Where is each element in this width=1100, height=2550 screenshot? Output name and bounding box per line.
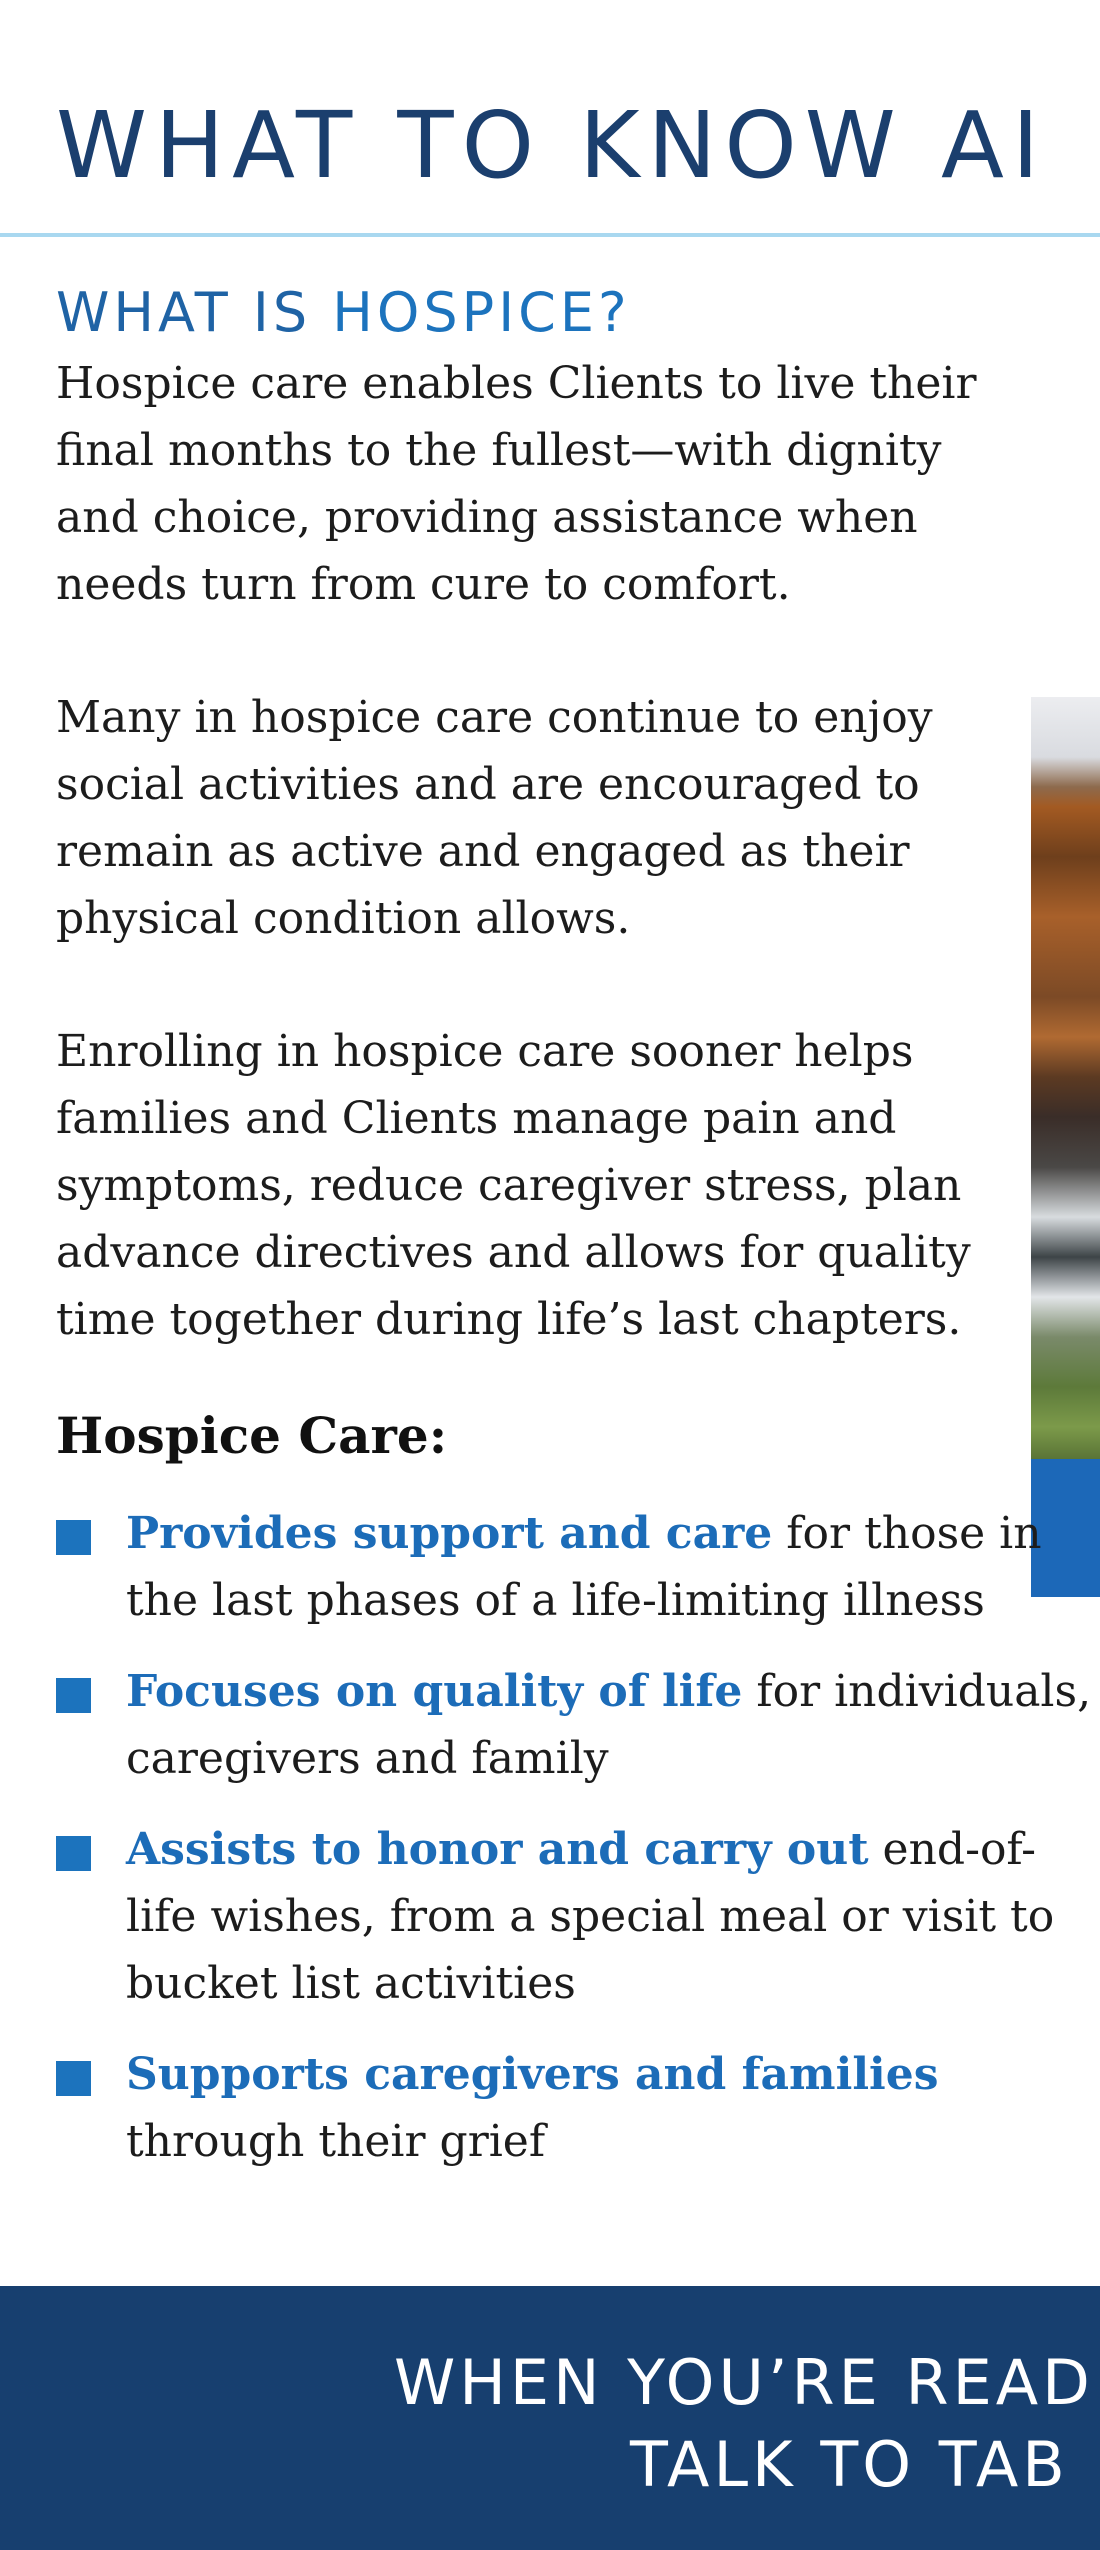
- paragraph-enrolling-sooner: Enrolling in hospice care sooner helps families and Clients manage pain and symptoms, reduce caregiver stress, plan advance directives and allows for quality time together during life’s last chapters.: [56, 1026, 971, 1345]
- hospice-care-heading: Hospice Care:: [56, 1406, 448, 1465]
- building-photo-image: [1031, 697, 1100, 1459]
- square-bullet-icon: [56, 1836, 91, 1871]
- square-bullet-icon: [56, 1678, 91, 1713]
- square-bullet-icon: [56, 1520, 91, 1555]
- title-divider: [0, 233, 1100, 237]
- list-item-highlight: Provides support and care: [126, 1508, 773, 1559]
- footer-line-2: TALK TO TAB: [630, 2428, 1069, 2501]
- hospice-care-list: [56, 1500, 1096, 2199]
- section-heading-what-is-hospice: [56, 281, 631, 344]
- list-item-highlight: Supports caregivers and families: [126, 2049, 939, 2100]
- list-item-text: for individuals, caregivers and family: [126, 1666, 1092, 1784]
- footer-line-1: WHEN YOU’RE READ: [394, 2346, 1094, 2419]
- list-item-text: end-of-life wishes, from a special meal or visit to bucket list activities: [126, 1824, 1055, 2009]
- list-item: [56, 2041, 1096, 2175]
- section-heading-part1: WHAT IS: [56, 281, 333, 344]
- list-item-text: through their grief: [126, 2116, 546, 2167]
- square-bullet-icon: [56, 2061, 91, 2096]
- section-heading-part2: HOSPICE?: [332, 281, 631, 344]
- page-title: WHAT TO KNOW AI: [56, 92, 1048, 199]
- list-item-highlight: Assists to honor and carry out: [126, 1824, 869, 1875]
- hospice-building-photo: [1031, 697, 1100, 1597]
- list-item: [56, 1816, 1096, 2017]
- list-item-highlight: Focuses on quality of life: [126, 1666, 743, 1717]
- list-item: [56, 1658, 1096, 1792]
- paragraph-hospice-definition: Hospice care enables Clients to live their final months to the fullest—with dignity and choice, providing assistance when needs turn from cure to comfort.: [56, 358, 977, 610]
- list-item-text: for those in the last phases of a life-limiting illness: [126, 1508, 1042, 1626]
- paragraph-social-activities: Many in hospice care continue to enjoy social activities and are encouraged to remain as active and engaged as their physical condition allows.: [56, 692, 933, 944]
- list-item: [56, 1500, 1096, 1634]
- footer-band: [0, 2286, 1100, 2550]
